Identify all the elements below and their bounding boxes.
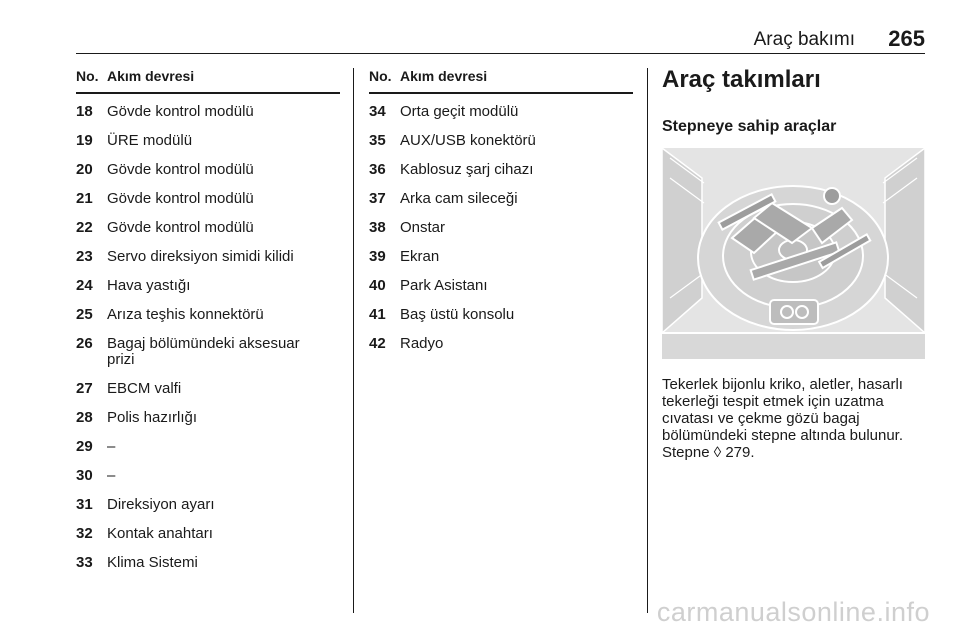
section-title: Araç takımları <box>662 66 821 93</box>
reference-arrow-icon: ◊ <box>713 444 722 461</box>
table-row: 28 Polis hazırlığı <box>76 409 198 426</box>
reference-page: 279. <box>725 444 755 461</box>
column-header-circuit: Akım devresi <box>107 68 195 84</box>
watermark: carmanualsonline.info <box>656 597 930 627</box>
jack-tools-illustration <box>662 148 925 359</box>
table-row: 19 ÜRE modülü <box>76 132 193 149</box>
cross-reference[interactable]: Stepne ◊ 279. <box>662 444 755 461</box>
subsection-title: Stepneye sahip araçlar <box>662 118 837 135</box>
table-row: 31 Direksiyon ayarı <box>76 496 215 513</box>
table-header-rule <box>76 92 340 94</box>
column-header-no: No. <box>369 68 392 84</box>
table-row: 18 Gövde kontrol modülü <box>76 103 254 120</box>
page-number: 265 <box>888 26 925 51</box>
trunk-spare-wheel-illustration <box>662 148 925 359</box>
table-row: 36 Kablosuz şarj cihazı <box>369 161 534 178</box>
fuse-table-right <box>369 66 633 359</box>
column-header-circuit: Akım devresi <box>400 68 488 84</box>
column-divider <box>647 68 648 613</box>
fuse-table-left <box>76 66 340 578</box>
table-row: 29 – <box>76 438 116 455</box>
page-header <box>76 26 925 54</box>
table-header <box>369 66 633 92</box>
header-rule <box>76 53 925 54</box>
table-row: 20 Gövde kontrol modülü <box>76 161 254 178</box>
chapter-title: Araç bakımı <box>753 29 855 50</box>
table-header <box>76 66 340 92</box>
table-row: 35 AUX/USB konektörü <box>369 132 536 149</box>
table-row: 34 Orta geçit modülü <box>369 103 519 120</box>
table-row: 42 Radyo <box>369 335 444 352</box>
table-row: 37 Arka cam sileceği <box>369 190 518 207</box>
section-body: Tekerlek bijonlu kriko, aletler, hasarlı tekerleği tespit etmek için uzatma cıvatası ve çekme gözü bagaj bölümündeki stepne altında bulunur. Stepne ◊ 279. <box>662 376 904 461</box>
table-row: 39 Ekran <box>369 248 440 265</box>
table-row: 30 – <box>76 467 116 484</box>
table-row: 25 Arıza teşhis konnektörü <box>76 306 264 323</box>
table-row: 41 Baş üstü konsolu <box>369 306 515 323</box>
table-row: 26 Bagaj bölümündeki aksesuar prizi <box>76 335 300 368</box>
vehicle-tools-section <box>662 66 927 461</box>
table-row: 24 Hava yastığı <box>76 277 191 294</box>
table-row: 21 Gövde kontrol modülü <box>76 190 254 207</box>
column-divider <box>353 68 354 613</box>
table-row: 22 Gövde kontrol modülü <box>76 219 254 236</box>
table-row: 23 Servo direksiyon simidi kilidi <box>76 248 294 265</box>
table-header-rule <box>369 92 633 94</box>
table-row: 38 Onstar <box>369 219 446 236</box>
column-header-no: No. <box>76 68 99 84</box>
table-row: 27 EBCM valfi <box>76 380 182 397</box>
table-row: 33 Klima Sistemi <box>76 554 198 571</box>
table-row: 40 Park Asistanı <box>369 277 488 294</box>
table-row: 32 Kontak anahtarı <box>76 525 213 542</box>
